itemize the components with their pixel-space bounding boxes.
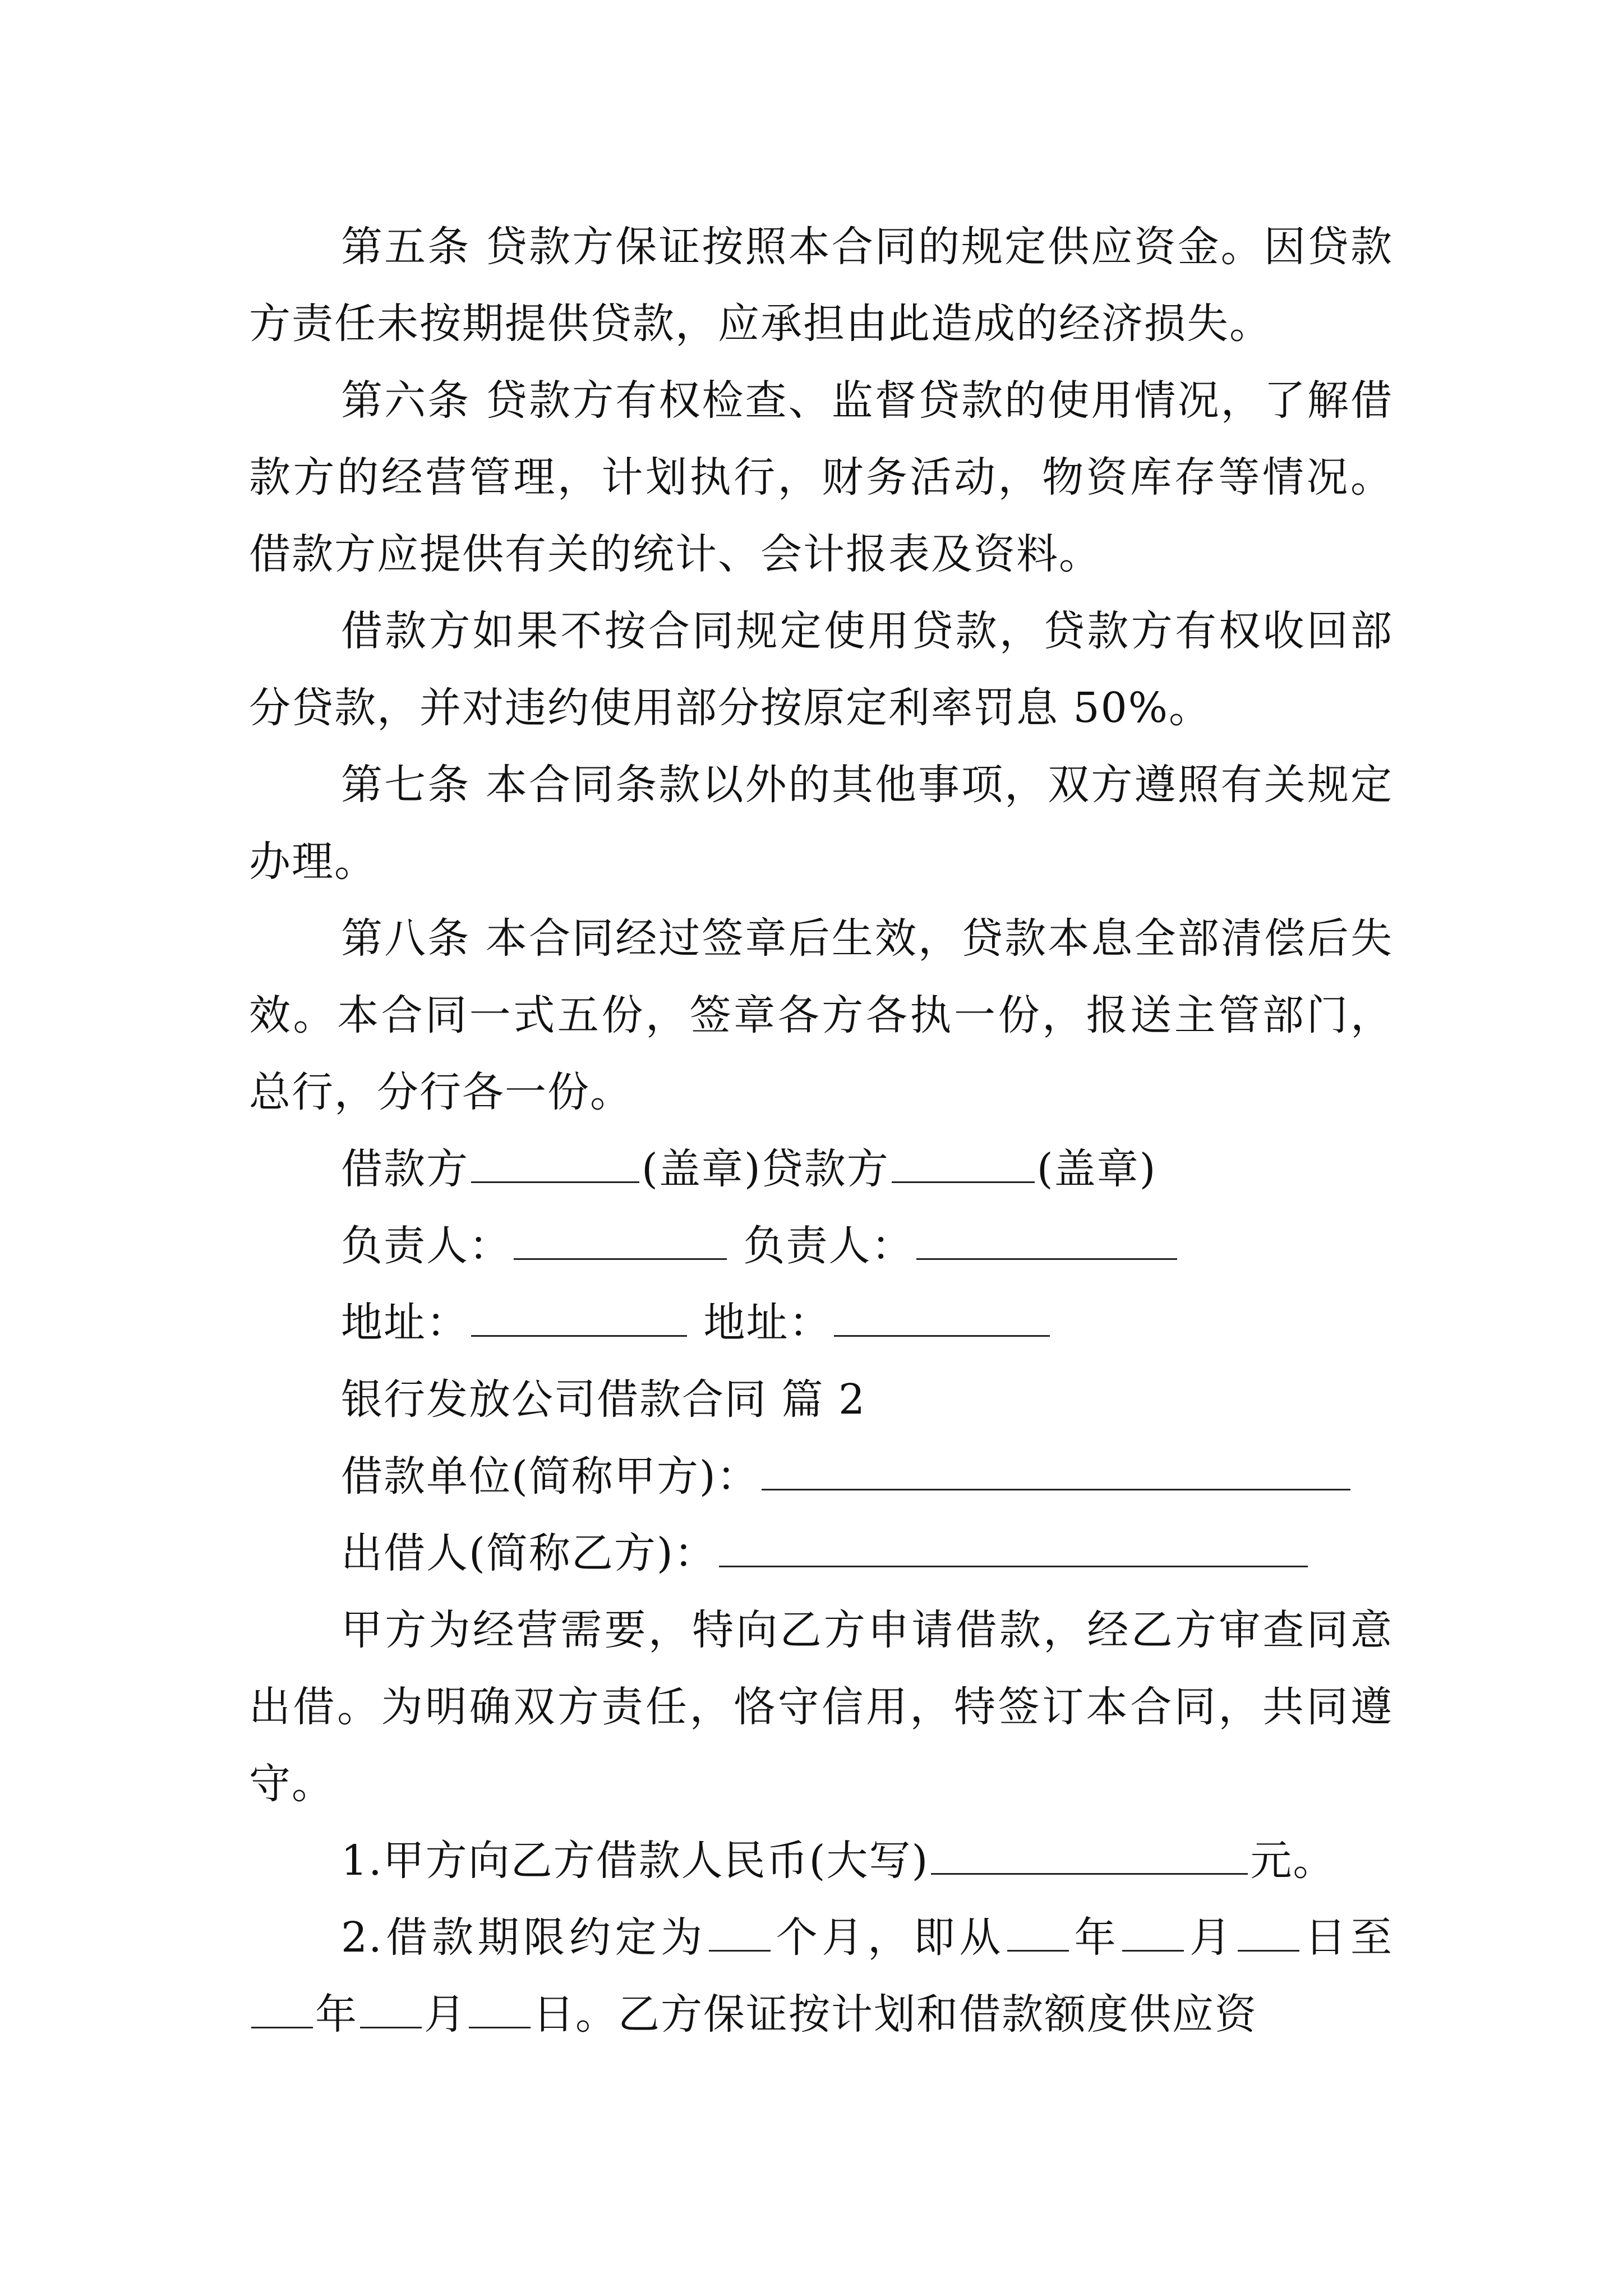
start-month-text: 月 (1186, 1913, 1235, 1962)
loan-term-paragraph (249, 1899, 1393, 2053)
loan-term-label: 2.借款期限约定为 (341, 1913, 707, 1962)
article-7-paragraph: 第七条 本合同条款以外的其他事项，双方遵照有关规定办理。 (249, 761, 1393, 886)
borrower-unit-line (249, 1438, 1393, 1515)
misuse-penalty-paragraph: 借款方如果不按合同规定使用贷款，贷款方有权收回部分贷款，并对违约使用部分按原定利率罚息 50%。 (249, 607, 1393, 732)
lender-label: 贷款方 (761, 1145, 889, 1193)
end-day-text: 日。乙方保证按计划和借款额度供应资 (533, 1990, 1257, 2039)
seal-label-2: (盖章) (1036, 1145, 1157, 1193)
loan-amount-blank[interactable] (931, 1838, 1248, 1875)
end-year-text: 年 (315, 1990, 358, 2039)
lender-seal-blank[interactable] (892, 1147, 1035, 1183)
seal-line (249, 1131, 1393, 1208)
article-6-paragraph: 第六条 贷款方有权检查、监督贷款的使用情况，了解借款方的经营管理，计划执行，财务活动，物资库存等情况。借款方应提供有关的统计、会计报表及资料。 (249, 376, 1393, 578)
responsible-label-1: 负责人： (341, 1222, 511, 1270)
end-year-blank[interactable] (251, 1992, 313, 2028)
borrower-seal-blank[interactable] (471, 1147, 639, 1183)
end-day-blank[interactable] (469, 1992, 531, 2028)
section-2-heading: 银行发放公司借款合同 篇 2 (341, 1375, 866, 1424)
loan-amount-line (249, 1823, 1393, 1899)
end-month-blank[interactable] (360, 1992, 422, 2028)
end-month-text: 月 (424, 1990, 467, 2039)
borrower-label: 借款方 (341, 1145, 469, 1193)
address-blank-1[interactable] (471, 1300, 687, 1337)
term-months-text: 个月，即从 (772, 1913, 1005, 1962)
responsible-label-2: 负责人： (743, 1222, 914, 1270)
lender-person-line (249, 1515, 1393, 1592)
address-label-2: 地址： (703, 1299, 832, 1347)
until-text: 至 (1350, 1913, 1394, 1962)
address-blank-2[interactable] (834, 1300, 1050, 1337)
start-day-blank[interactable] (1238, 1915, 1299, 1952)
responsible-blank-1[interactable] (514, 1223, 727, 1260)
loan-amount-unit: 元。 (1250, 1837, 1336, 1885)
lender-person-label: 出借人(简称乙方)： (341, 1529, 717, 1577)
address-line (249, 1285, 1393, 1361)
loan-amount-label: 1.甲方向乙方借款人民币(大写) (341, 1837, 929, 1885)
lender-person-blank[interactable] (719, 1531, 1308, 1567)
start-month-blank[interactable] (1122, 1915, 1184, 1952)
article-5-paragraph: 第五条 贷款方保证按照本合同的规定供应资金。因贷款方责任未按期提供贷款，应承担由此造成的经济损失。 (249, 223, 1393, 348)
document-body (249, 209, 1393, 2053)
borrower-unit-blank[interactable] (762, 1454, 1350, 1490)
term-months-blank[interactable] (709, 1915, 771, 1952)
start-day-text: 日 (1301, 1913, 1351, 1962)
article-8-paragraph: 第八条 本合同经过签章后生效，贷款本息全部清偿后失效。本合同一式五份，签章各方各执一份，报送主管部门，总行，分行各一份。 (249, 914, 1393, 1116)
responsible-blank-2[interactable] (916, 1223, 1177, 1260)
start-year-blank[interactable] (1007, 1915, 1069, 1952)
address-label-1: 地址： (341, 1299, 469, 1347)
borrower-unit-label: 借款单位(简称甲方)： (341, 1452, 759, 1501)
seal-label-1: (盖章) (642, 1145, 762, 1193)
start-year-text: 年 (1071, 1913, 1121, 1962)
responsible-person-line (249, 1208, 1393, 1285)
section-2-intro: 甲方为经营需要，特向乙方申请借款，经乙方审查同意出借。为明确双方责任，恪守信用，特签订本合同，共同遵守。 (249, 1606, 1393, 1808)
